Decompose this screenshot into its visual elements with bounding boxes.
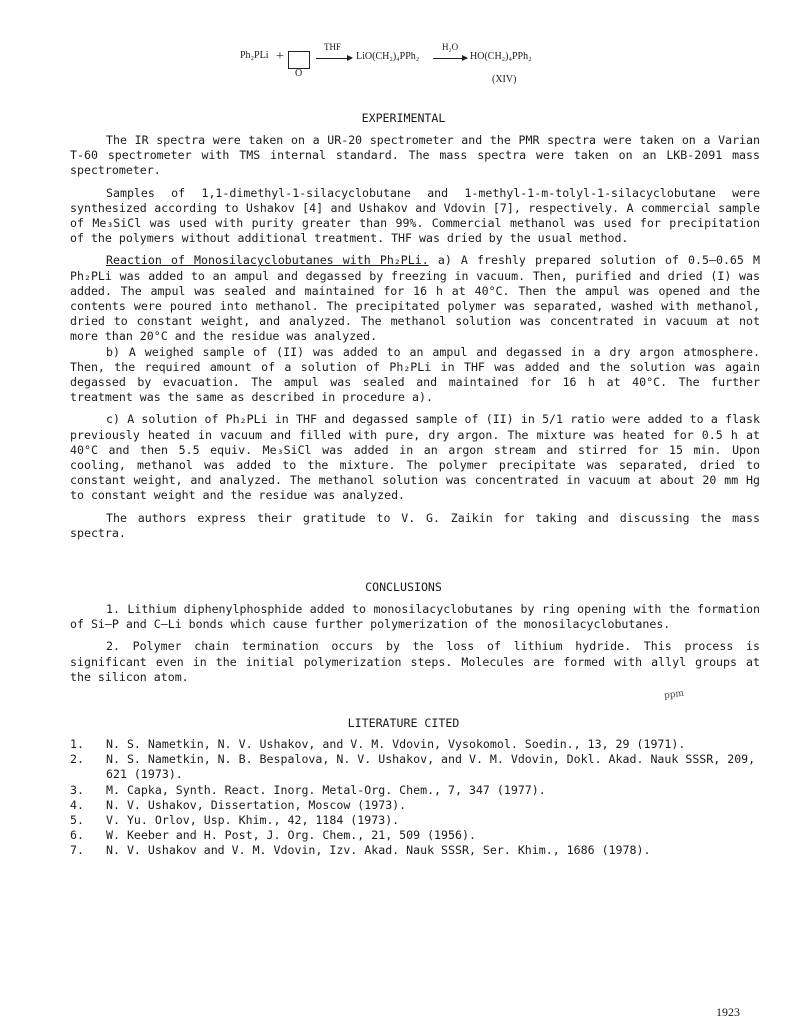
reference-number: 2. [70,752,84,767]
reference-item [70,843,760,858]
reference-number: 6. [70,828,84,843]
conclusion-item: 1. Lithium diphenylphosphide added to monosilacyclobutanes by ring opening with the formation of Si—P and C—Li bonds which cause further polymerization of the monosilacyclobutanes. [70,602,760,632]
conclusion-item: 2. Polymer chain termination occurs by the loss of lithium hydride. This process is significant even in the initial polymerization steps. Molecules are formed with allyl groups at the silicon atom. [70,639,760,684]
ppm-stamp: ppm [663,688,685,702]
reactant-formula: Ph₂PLi [240,50,269,61]
reference-text: V. Yu. Orlov, Usp. Khim., 42, 1184 (1973). [106,813,400,828]
reference-list [70,737,760,859]
reference-number: 1. [70,737,84,751]
paragraph: Samples of 1,1-dimethyl-1-silacyclobutane and 1-methyl-1-m-tolyl-1-silacyclobutane were synthesized according to Ushakov [4] and Ushakov and Vdovin [7], respectively. A commercial sample of Me₃SiCl was used with purity greater than 99%. Commercial methanol was used for precipitation of the polymers without additional treatment. THF was dried by the usual method. [70,185,760,246]
conclusions-heading: CONCLUSIONS [365,580,442,594]
acknowledgement: The authors express their gratitude to V. G. Zaikin for taking and discussing the mass spectra. [70,510,760,540]
reaction-scheme [240,40,580,90]
reaction-text-a: a) A freshly prepared solution of 0.5–0.65 M Ph₂PLi was added to an ampul and degassed by freezing in vacuum. Then, purified and dried (I) was added. The ampul was sealed and maintained for 16 h at 40°C. Then the ampul was opened and the contents were poured into methanol. The precipitated polymer was separated, washed with methanol, dried to constant weight, and analyzed. The methanol solution was concentrated in vacuum at not more than 20°C and the residue was analyzed. [70,253,761,344]
literature-heading: LITERATURE CITED [347,716,460,730]
reference-text: N. V. Ushakov and V. M. Vdovin, Izv. Akad. Nauk SSSR, Ser. Khim., 1686 (1978). [106,843,651,858]
reference-text: M. Capka, Synth. React. Inorg. Metal-Org. Chem., 7, 347 (1977). [106,782,546,797]
reagent-water: H₂O [442,42,459,52]
reaction-arrow-1 [316,58,352,59]
product-formula: HO(CH₂)₄PPh₂ [470,51,532,62]
intermediate-formula: LiO(CH₂)₄PPh₂ [356,51,420,62]
plus-sign: + [276,49,284,64]
reference-item [70,737,760,752]
page-number: 1923 [716,1005,740,1019]
reaction-paragraph-c: c) A solution of Ph₂PLi in THF and degassed sample of (II) in 5/1 ratio were added to a flask previously heated in vacuum and filled with pure, dry argon. The mixture was heated for 0.5 h at 40°C and then 5.5 equiv. Me₃SiCl was added in an argon stream and stirred for 15 min. Upon cooling, methanol was added to the mixture. The polymer precipitate was separated, dried to constant weight, and analyzed. The methanol solution was concentrated in vacuum at about 20 mm Hg to constant weight and the residue was analyzed. [70,412,760,503]
reference-number: 5. [70,813,84,828]
reference-item [70,813,760,828]
reaction-title: Reaction of Monosilacyclobutanes with Ph₂PLi. [106,253,429,268]
reference-text: N. S. Nametkin, N. V. Ushakov, and V. M. Vdovin, Vysokomol. Soedin., 13, 29 (1971). [106,737,686,751]
thf-ring-icon [288,51,310,69]
reference-number: 3. [70,782,84,797]
reference-text: W. Keeber and H. Post, J. Org. Chem., 21, 509 (1956). [106,828,476,843]
reaction-arrow-2 [433,58,467,59]
reaction-paragraph-a [70,253,760,344]
reference-number: 4. [70,797,84,812]
conclusions-section [70,602,760,685]
experimental-heading: EXPERIMENTAL [361,111,446,125]
reference-text: N. S. Nametkin, N. B. Bespalova, N. V. Ushakov, and V. M. Vdovin, Dokl. Akad. Nauk SSSR, 209, 621 (1973). [106,752,756,782]
reaction-paragraph-b: b) A weighed sample of (II) was added to an ampul and degassed in a dry argon atmosphere. Then, the required amount of a solution of Ph₂PLi in THF was added and the solution was again degassed by evacuation. The ampul was sealed and maintained for 16 h at 40°C. The further treatment was the same as described in procedure a). [70,344,760,405]
reference-item [70,752,760,782]
compound-label: (XIV) [492,74,517,85]
ring-oxygen-label: O [295,68,303,79]
reference-item [70,798,760,813]
reference-number: 7. [70,843,84,858]
reference-item [70,828,760,843]
paragraph: The IR spectra were taken on a UR-20 spectrometer and the PMR spectra were taken on a Varian T-60 spectrometer with TMS internal standard. The mass spectra were taken on an LKB-2091 mass spectrometer. [70,133,760,178]
reagent-thf: THF [324,42,342,52]
reference-text: N. V. Ushakov, Dissertation, Moscow (1973). [106,797,407,812]
experimental-section [70,133,760,541]
reference-item [70,783,760,798]
